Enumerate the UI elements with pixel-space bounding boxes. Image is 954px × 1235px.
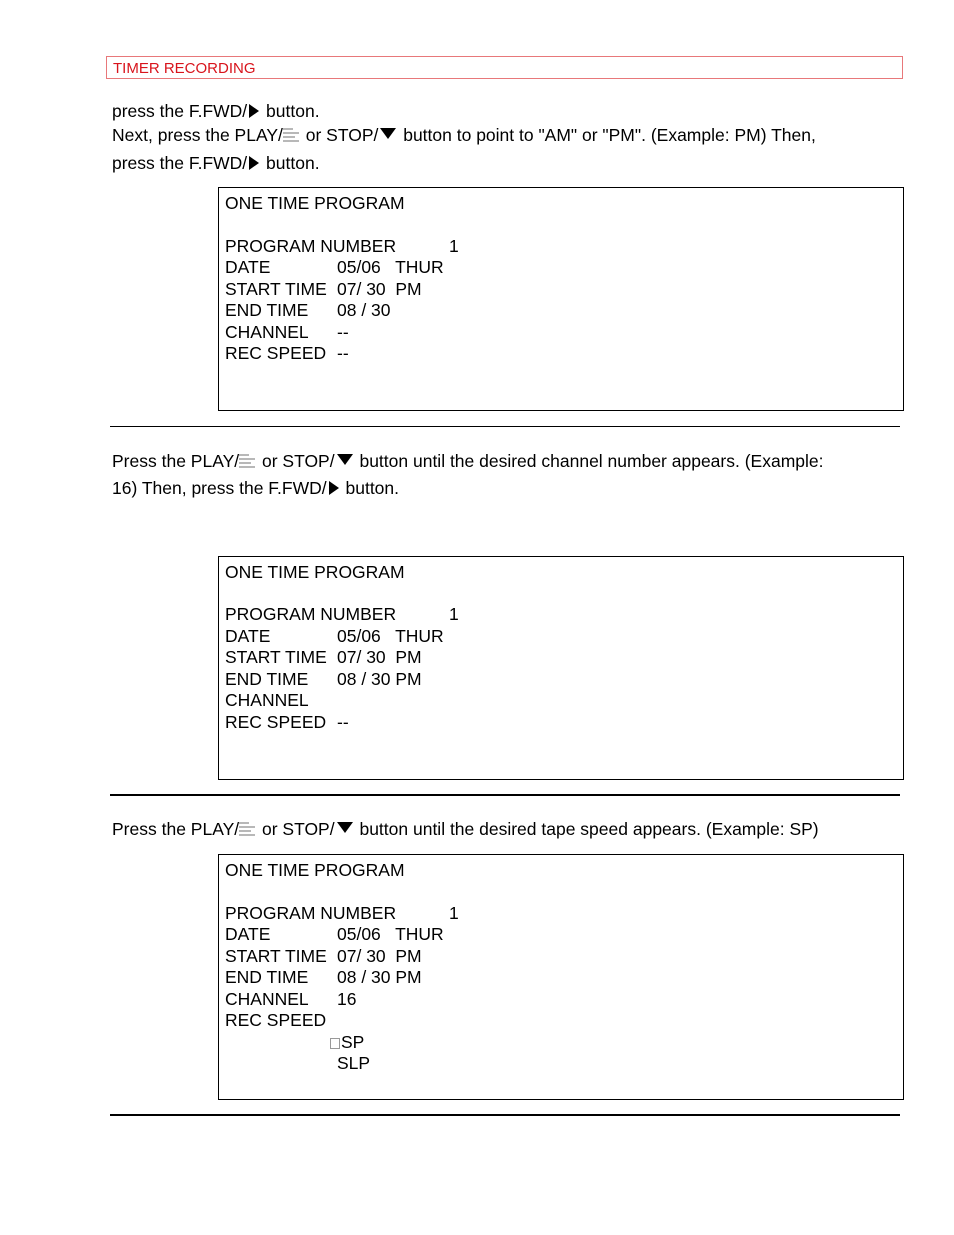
step1-line3 bbox=[112, 152, 320, 175]
start-time-value: 07/ 30 PM bbox=[337, 946, 422, 966]
step1-line2 bbox=[112, 124, 816, 147]
start-time-value: 07/ 30 PM bbox=[337, 647, 422, 667]
rec-speed-value: -- bbox=[337, 343, 349, 363]
end-time-label: END TIME bbox=[225, 967, 309, 987]
speed-option-sp bbox=[330, 1032, 364, 1053]
text: button. bbox=[261, 153, 320, 173]
play-up-icon bbox=[239, 453, 257, 469]
divider bbox=[110, 794, 900, 796]
date-label: DATE bbox=[225, 257, 271, 277]
channel-value: 16 bbox=[337, 989, 357, 1009]
channel-value: -- bbox=[337, 322, 349, 342]
section-header bbox=[106, 56, 903, 79]
program-number-value: 1 bbox=[449, 236, 459, 256]
end-time-label: END TIME bbox=[225, 300, 309, 320]
step2-line2 bbox=[112, 477, 399, 500]
section-title: TIMER RECORDING bbox=[113, 60, 256, 77]
program-number-label: PROGRAM NUMBER bbox=[225, 236, 397, 256]
date-value: 05/06 THUR bbox=[337, 924, 444, 944]
step1-line1 bbox=[112, 100, 320, 123]
date-label: DATE bbox=[225, 924, 271, 944]
text: button. bbox=[261, 101, 320, 121]
rec-speed-label: REC SPEED bbox=[225, 343, 327, 363]
start-time-label: START TIME bbox=[225, 647, 327, 667]
step3-line1 bbox=[112, 818, 819, 841]
text: button to point to "AM" or "PM". (Example: PM) Then, bbox=[398, 125, 816, 145]
text: Press the PLAY/ bbox=[112, 451, 240, 471]
channel-label: CHANNEL bbox=[225, 989, 309, 1009]
end-time-value: 08 / 30 PM bbox=[337, 669, 422, 689]
play-up-icon bbox=[239, 821, 257, 837]
program-number-label: PROGRAM NUMBER bbox=[225, 604, 397, 624]
end-time-label: END TIME bbox=[225, 669, 309, 689]
osd-title: ONE TIME PROGRAM bbox=[225, 193, 405, 213]
text: 16) Then, press the F.FWD/ bbox=[112, 478, 327, 498]
ffwd-right-arrow-icon bbox=[249, 156, 259, 170]
osd-title: ONE TIME PROGRAM bbox=[225, 562, 405, 582]
play-up-icon bbox=[283, 127, 301, 143]
speed-option-label: SP bbox=[341, 1032, 365, 1052]
onscreen-display-2 bbox=[218, 556, 904, 780]
rec-speed-label: REC SPEED bbox=[225, 712, 327, 732]
end-time-value: 08 / 30 PM bbox=[337, 967, 422, 987]
cursor-box-icon bbox=[330, 1038, 340, 1049]
onscreen-display-3 bbox=[218, 854, 904, 1100]
divider bbox=[110, 426, 900, 427]
divider bbox=[110, 1114, 900, 1116]
text: button. bbox=[340, 478, 400, 498]
rec-speed-label: REC SPEED bbox=[225, 1010, 327, 1030]
program-number-value: 1 bbox=[449, 903, 459, 923]
step2-line1 bbox=[112, 450, 824, 473]
end-time-value: 08 / 30 bbox=[337, 300, 391, 320]
ffwd-right-arrow-icon bbox=[249, 104, 259, 118]
onscreen-display-1 bbox=[218, 187, 904, 411]
osd-title: ONE TIME PROGRAM bbox=[225, 860, 405, 880]
rec-speed-value: -- bbox=[337, 712, 349, 732]
program-number-label: PROGRAM NUMBER bbox=[225, 903, 397, 923]
stop-down-arrow-icon bbox=[337, 454, 353, 465]
start-time-label: START TIME bbox=[225, 279, 327, 299]
text: press the F.FWD/ bbox=[112, 153, 248, 173]
text: or STOP/ bbox=[257, 451, 335, 471]
text: or STOP/ bbox=[257, 819, 335, 839]
text: or STOP/ bbox=[300, 125, 379, 145]
ffwd-right-arrow-icon bbox=[329, 481, 339, 495]
date-label: DATE bbox=[225, 626, 271, 646]
channel-label: CHANNEL bbox=[225, 690, 309, 710]
stop-down-arrow-icon bbox=[380, 128, 396, 139]
date-value: 05/06 THUR bbox=[337, 257, 444, 277]
text: Press the PLAY/ bbox=[112, 819, 240, 839]
speed-option-slp: SLP bbox=[337, 1053, 371, 1073]
channel-label: CHANNEL bbox=[225, 322, 309, 342]
stop-down-arrow-icon bbox=[337, 822, 353, 833]
text: press the F.FWD/ bbox=[112, 101, 248, 121]
program-number-value: 1 bbox=[449, 604, 459, 624]
text: button until the desired tape speed appears. (Example: SP) bbox=[354, 819, 819, 839]
start-time-value: 07/ 30 PM bbox=[337, 279, 422, 299]
date-value: 05/06 THUR bbox=[337, 626, 444, 646]
text: button until the desired channel number appears. (Example: bbox=[354, 451, 824, 471]
text: Next, press the PLAY/ bbox=[112, 125, 283, 145]
start-time-label: START TIME bbox=[225, 946, 327, 966]
